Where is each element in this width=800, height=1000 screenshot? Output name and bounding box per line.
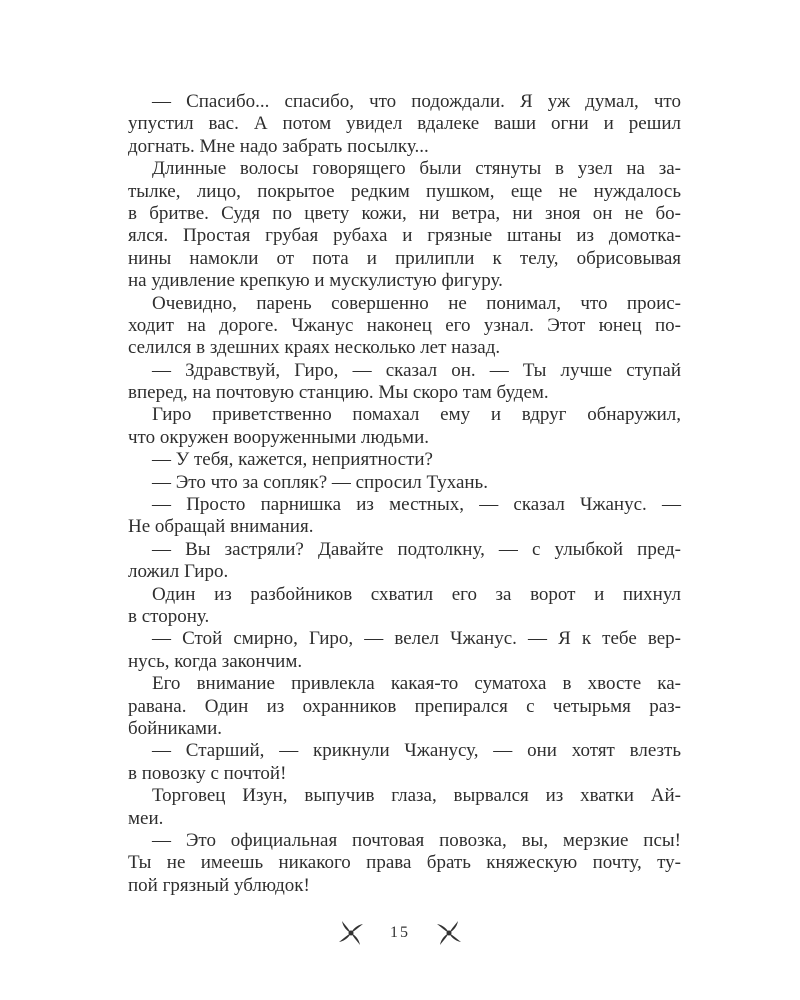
text-line: ходит на дороге. Чжанус наконец его узнал. Этот юнец по-	[128, 314, 681, 336]
text-line: Его внимание привлекла какая-то суматоха в хвосте ка-	[152, 673, 681, 695]
text-line: Не обращай внимания.	[128, 516, 314, 538]
text-line: ялся. Простая грубая рубаха и грязные штаны из домотка-	[128, 225, 681, 247]
page-footer	[0, 915, 800, 951]
text-line: в сторону.	[128, 605, 210, 627]
text-line: Торговец Изун, выпучив глаза, вырвался из хватки Ай-	[152, 785, 681, 807]
text-line: Один из разбойников схватил его за ворот и пихнул	[152, 583, 681, 605]
body-text	[128, 91, 681, 897]
text-line: в бритве. Судя по цвету кожи, ни ветра, ни зноя он не бо-	[128, 202, 681, 224]
text-line: — Просто парнишка из местных, — сказал Чжанус. —	[152, 494, 681, 516]
text-line: Гиро приветственно помахал ему и вдруг обнаружил,	[152, 404, 681, 426]
text-line: в повозку с почтой!	[128, 762, 287, 784]
text-line: нусь, когда закончим.	[128, 650, 303, 672]
text-line: ложил Гиро.	[128, 561, 229, 583]
text-line: Очевидно, парень совершенно не понимал, что проис-	[152, 292, 681, 314]
text-line: — Это что за сопляк? — спросил Тухань.	[152, 471, 488, 493]
text-line: — Спасибо... спасибо, что подождали. Я уж думал, что	[152, 91, 681, 112]
text-line: что окружен вооруженными людьми.	[128, 426, 429, 448]
text-line: селился в здешних краях несколько лет назад.	[128, 337, 501, 359]
page-number: 15	[390, 924, 410, 941]
text-line: бойниками.	[128, 717, 222, 739]
text-line: — Вы застряли? Давайте подтолкну, — с улыбкой пред-	[152, 538, 681, 560]
text-line: тылке, лицо, покрытое редким пушком, еще не нуждалось	[128, 180, 681, 202]
text-line: — Это официальная почтовая повозка, вы, мерзкие псы!	[152, 829, 681, 851]
pinwheel-ornament-left-icon	[334, 918, 368, 948]
text-line: упустил вас. А потом увидел вдалеке ваши огни и решил	[128, 113, 681, 135]
text-line: равана. Один из охранников препирался с четырьмя раз-	[128, 695, 681, 717]
text-line: Длинные волосы говорящего были стянуты в узел на за-	[152, 158, 681, 180]
text-line: — У тебя, кажется, неприятности?	[152, 449, 433, 471]
text-line: Ты не имеешь никакого права брать княжескую почту, ту-	[128, 852, 681, 874]
text-line: пой грязный ублюдок!	[128, 874, 310, 896]
text-line: догнать. Мне надо забрать посылку...	[128, 135, 429, 157]
text-line: — Стой смирно, Гиро, — велел Чжанус. — Я к тебе вер-	[152, 628, 681, 650]
text-line: — Старший, — крикнули Чжанусу, — они хотят влезть	[152, 740, 681, 762]
text-line: на удивление крепкую и мускулистую фигуру.	[128, 270, 503, 292]
text-line: меи.	[128, 807, 164, 829]
pinwheel-ornament-right-icon	[432, 918, 466, 948]
text-line: вперед, на почтовую станцию. Мы скоро там будем.	[128, 382, 549, 404]
text-line: — Здравствуй, Гиро, — сказал он. — Ты лучше ступай	[152, 359, 681, 381]
text-line: нины намокли от пота и прилипли к телу, обрисовывая	[128, 247, 681, 269]
